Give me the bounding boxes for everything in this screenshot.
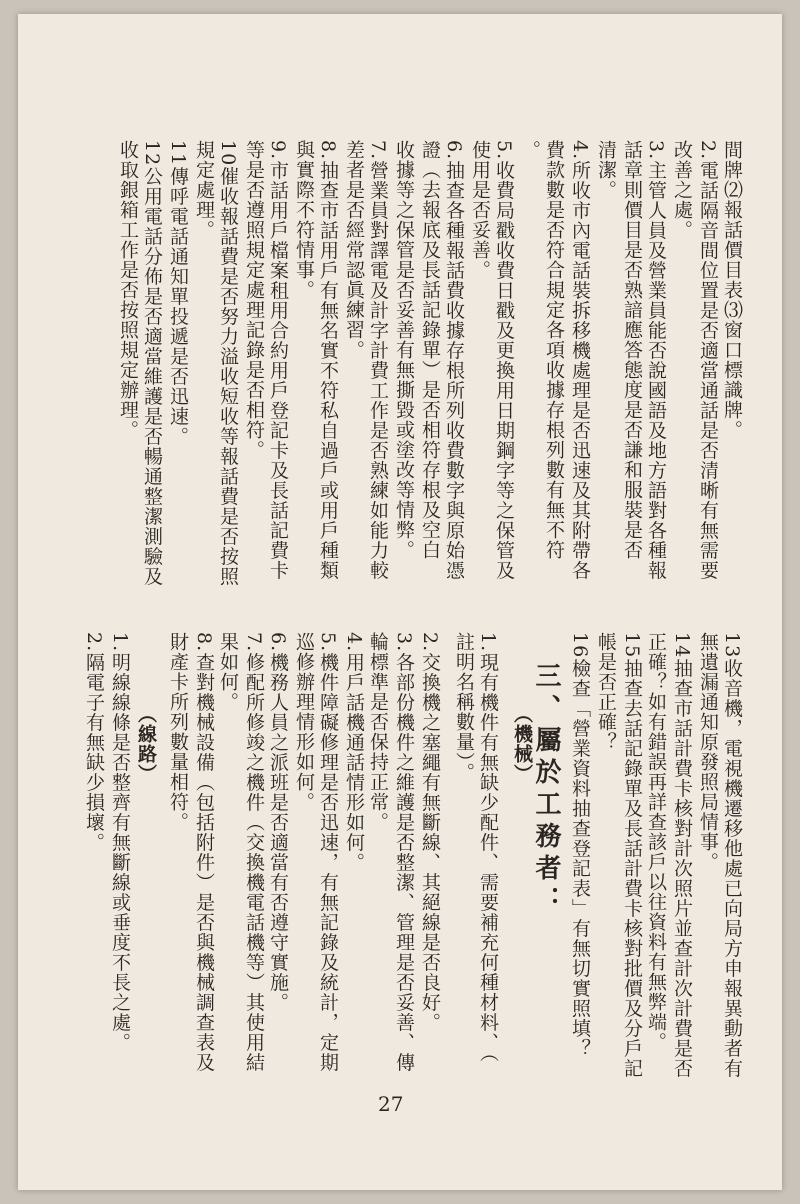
- top-line: 2.電話隔音間位置是否適當通話是否清晰有無需要: [697, 140, 719, 581]
- top-line: 改善之處。: [671, 140, 693, 240]
- top-line: 3.主管人員及營業員能否說國語及地方語對各種報: [645, 140, 667, 581]
- bottom-line: 14抽查市話計費卡核對計次照片並查計次計費是否: [671, 632, 693, 1079]
- bottom-line: 2.交換機之塞繩有無斷線、其絕線是否良好。: [419, 632, 441, 1033]
- top-line: 費款數是否符合規定各項收據存根列數有無不符: [543, 140, 565, 560]
- bottom-line: 2.隔電子有無缺少損壞。: [83, 632, 105, 853]
- bottom-line: 15抽查去話記錄單及長話計費卡核對批價及分戶記: [621, 632, 643, 1079]
- top-line: 與實際不符情事。: [293, 140, 315, 300]
- bottom-line: 6.機務人員之派班是否適當有否遵守實施。: [267, 632, 289, 1013]
- bottom-line: 1.現有機件有無缺少配件、需要補充何種材料、（: [477, 632, 499, 1063]
- bottom-line: 5.機件障礙修理是否迅速，有無記錄及統計，定期: [317, 632, 339, 1073]
- top-line: 等是否遵照規定處理記錄是否相符。: [243, 140, 265, 460]
- bottom-line: 16檢查「營業資料抽查登記表」有無切實照填？: [569, 632, 591, 1059]
- top-line: 收取銀箱工作是否按照規定辦理。: [117, 140, 139, 440]
- top-line: 5.收費局戳收費日戳及更換用日期鋼字等之保管及: [493, 140, 515, 581]
- subsection-machinery: （機械）: [511, 704, 533, 784]
- bottom-line: 財產卡所列數量相符。: [167, 632, 189, 832]
- document-page: [18, 14, 782, 1190]
- bottom-line: 3.各部份機件之維護是否整潔、管理是否妥善、傳: [393, 632, 415, 1073]
- top-line: 收據等之保管是否妥善有無撕毀或塗改等情弊。: [393, 140, 415, 560]
- top-line: 9.市話用戶檔案租用合約用戶登記卡及長話記費卡: [267, 140, 289, 581]
- top-line: 證（去報底及長話記錄單）是否相符存根及空白: [419, 140, 441, 560]
- top-line: 10催收報話費是否努力溢收短收等報話費是否按照: [217, 140, 239, 587]
- subsection-lines: （線路）: [135, 704, 157, 784]
- top-line: 清潔。: [595, 140, 617, 200]
- top-line: 12公用電話分佈是否適當維護是否暢通整潔測驗及: [141, 140, 163, 587]
- top-line: 規定處理。: [193, 140, 215, 240]
- page-number: 27: [378, 1092, 404, 1116]
- top-line: 話章則價目是否熟諳應答態度是否謙和服裝是否: [621, 140, 643, 560]
- bottom-line: 巡修辦理情形如何。: [293, 632, 315, 812]
- bottom-line: 13收音機，電視機遷移他處已向局方申報異動者有: [721, 632, 743, 1079]
- bottom-line: 4.用戶話機通話情形如何。: [343, 632, 365, 873]
- top-line: 間牌⑵報話價目表⑶窗口標識牌。: [721, 140, 743, 440]
- bottom-line: 1.明線線條是否整齊有無斷線或垂度不長之處。: [109, 632, 131, 1053]
- top-line: 使用是否妥善。: [469, 140, 491, 280]
- top-line: 8.抽查市話用戶有無名實不符私自過戶或用戶種類: [317, 140, 339, 581]
- bottom-line: 帳是否正確？: [595, 632, 617, 752]
- section-heading: 三、屬於工務者：: [531, 662, 561, 918]
- top-line: 6.抽查各種報話費收據存根所列收費數字與原始憑: [443, 140, 465, 581]
- top-line: 4.所收市內電話裝拆移機處理是否迅速及其附帶各: [569, 140, 591, 581]
- bottom-line: 8.查對機械設備（包括附件）是否與機械調查表及: [193, 632, 215, 1073]
- top-line: 11傳呼電話通知單投遞是否迅速。: [167, 140, 189, 447]
- top-line: 7.營業員對譯電及計字計費工作是否熟練如能力較: [367, 140, 389, 581]
- top-line: 差者是否經常認眞練習。: [343, 140, 365, 360]
- bottom-line: 果如何。: [217, 632, 239, 712]
- bottom-line: 無遺漏通知原發照局情事。: [697, 632, 719, 872]
- top-line: 。: [519, 140, 541, 160]
- bottom-line: 輪標準是否保持正常。: [367, 632, 389, 832]
- bottom-line: 7.修配所修竣之機件（交換機電話機等）其使用結: [243, 632, 265, 1073]
- bottom-line: 註明名稱數量）。: [453, 632, 475, 783]
- bottom-line: 正確？如有錯誤再詳查該戶以往資料有無弊端。: [645, 632, 667, 1052]
